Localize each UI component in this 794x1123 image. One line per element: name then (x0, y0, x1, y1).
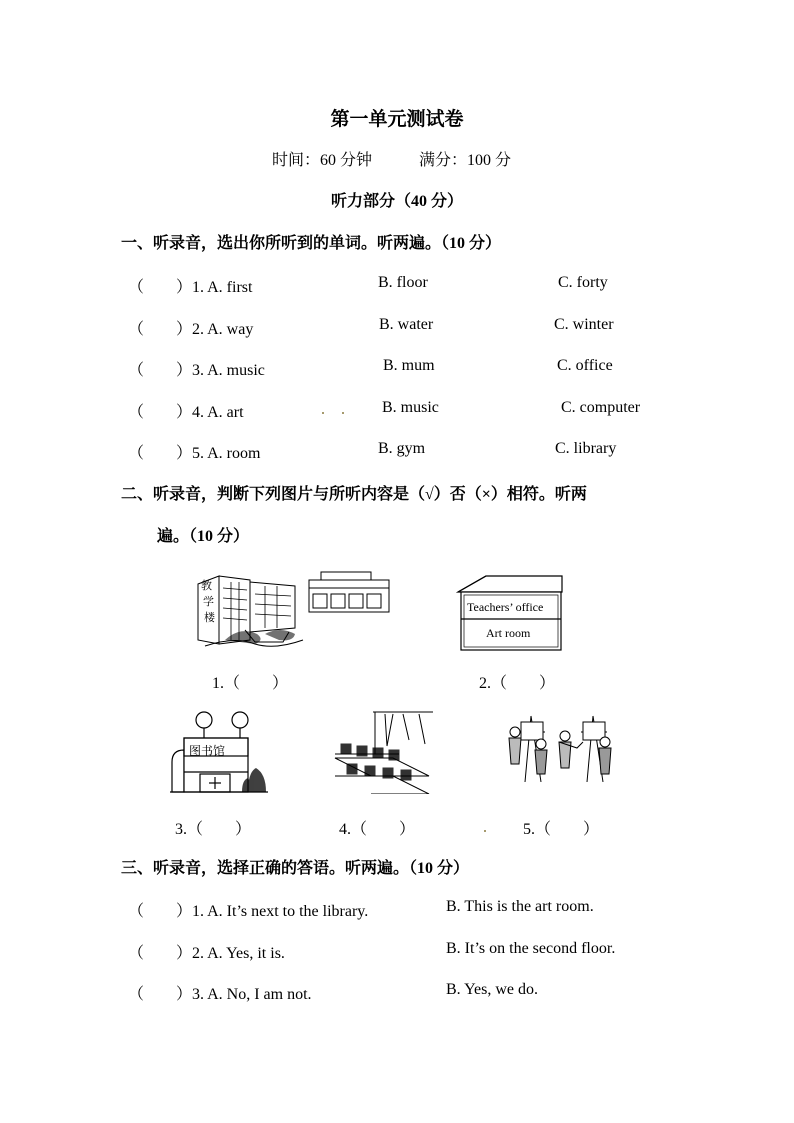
question-row (0, 316, 794, 338)
option-b: B. mum (383, 357, 435, 374)
listening-part-header: 听力部分（40 分） (330, 193, 463, 210)
picture-answer-2: 2.（ ） (479, 675, 556, 692)
option-c: C. winter (554, 316, 614, 333)
option-a: ）3. A. music (176, 362, 265, 379)
question-row (0, 399, 794, 421)
teachers-office-sign: Teachers’ office (467, 600, 544, 614)
option-b: B. music (382, 399, 439, 416)
teaching-building-picture (195, 570, 395, 650)
section3-heading: 三、听录音，选择正确的答语。听两遍。（10 分） (121, 860, 470, 877)
answer-paren: （ (128, 903, 145, 920)
answer-paren: （ (128, 362, 145, 379)
option-b: B. floor (378, 274, 428, 291)
option-a: ）1. A. first (176, 279, 253, 296)
picture-answer-3: 3.（ ） (175, 821, 252, 838)
stray-dot (322, 412, 324, 414)
section2-heading-line2: 遍。（10 分） (157, 528, 250, 545)
option-c: C. computer (561, 399, 641, 416)
option-b: B. Yes, we do. (446, 981, 539, 998)
option-c: C. forty (558, 274, 608, 291)
question-row (0, 274, 794, 296)
option-c: C. library (555, 440, 617, 457)
building-sign-char: 教 (201, 580, 212, 592)
office-building-picture (456, 574, 564, 652)
time-limit: 时间：60 分钟 (272, 152, 373, 169)
option-c: C. office (557, 357, 613, 374)
option-b: B. gym (378, 440, 426, 457)
picture-answer-1: 1.（ ） (212, 675, 289, 692)
picture-answer-4: 4.（ ） (339, 821, 416, 838)
option-b: B. This is the art room. (446, 898, 594, 915)
art-room-sign: Art room (486, 626, 531, 640)
art-class-picture (497, 712, 619, 782)
option-a: ）1. A. It’s next to the library. (176, 903, 369, 920)
library-picture (170, 708, 270, 794)
full-score: 满分：100 分 (419, 152, 512, 169)
picture-answer-5: 5.（ ） (523, 821, 600, 838)
page-title: 第一单元测试卷 (330, 109, 464, 130)
answer-paren: （ (128, 279, 145, 296)
section1-heading: 一、听录音，选出你所听到的单词。听两遍。（10 分） (121, 235, 502, 252)
stray-dot (342, 412, 344, 414)
option-a: ）2. A. Yes, it is. (176, 945, 285, 962)
stray-dot (484, 830, 486, 832)
option-b: B. It’s on the second floor. (446, 940, 616, 957)
section2-heading-line1: 二、听录音，判断下列图片与所听内容是（√）否（×）相符。听两 (121, 486, 587, 503)
option-a: ）5. A. room (176, 445, 261, 462)
computer-room-picture (333, 710, 435, 794)
question-row (0, 440, 794, 462)
answer-paren: （ (128, 945, 145, 962)
art-class-illustration (497, 712, 619, 782)
question-row (0, 981, 794, 1003)
library-sign: 图书馆 (189, 744, 226, 758)
answer-paren: （ (128, 321, 145, 338)
option-b: B. water (379, 316, 434, 333)
option-a: ）2. A. way (176, 321, 254, 338)
answer-paren: （ (128, 445, 145, 462)
building-sign-char: 楼 (204, 612, 215, 624)
answer-paren: （ (128, 986, 145, 1003)
question-row (0, 357, 794, 379)
option-a: ）3. A. No, I am not. (176, 986, 312, 1003)
teaching-building-illustration (195, 570, 395, 650)
option-a: ）4. A. art (176, 404, 244, 421)
question-row (0, 898, 794, 920)
building-sign-char: 学 (203, 596, 214, 608)
computer-room-illustration (333, 710, 435, 794)
answer-paren: （ (128, 404, 145, 421)
question-row (0, 940, 794, 962)
